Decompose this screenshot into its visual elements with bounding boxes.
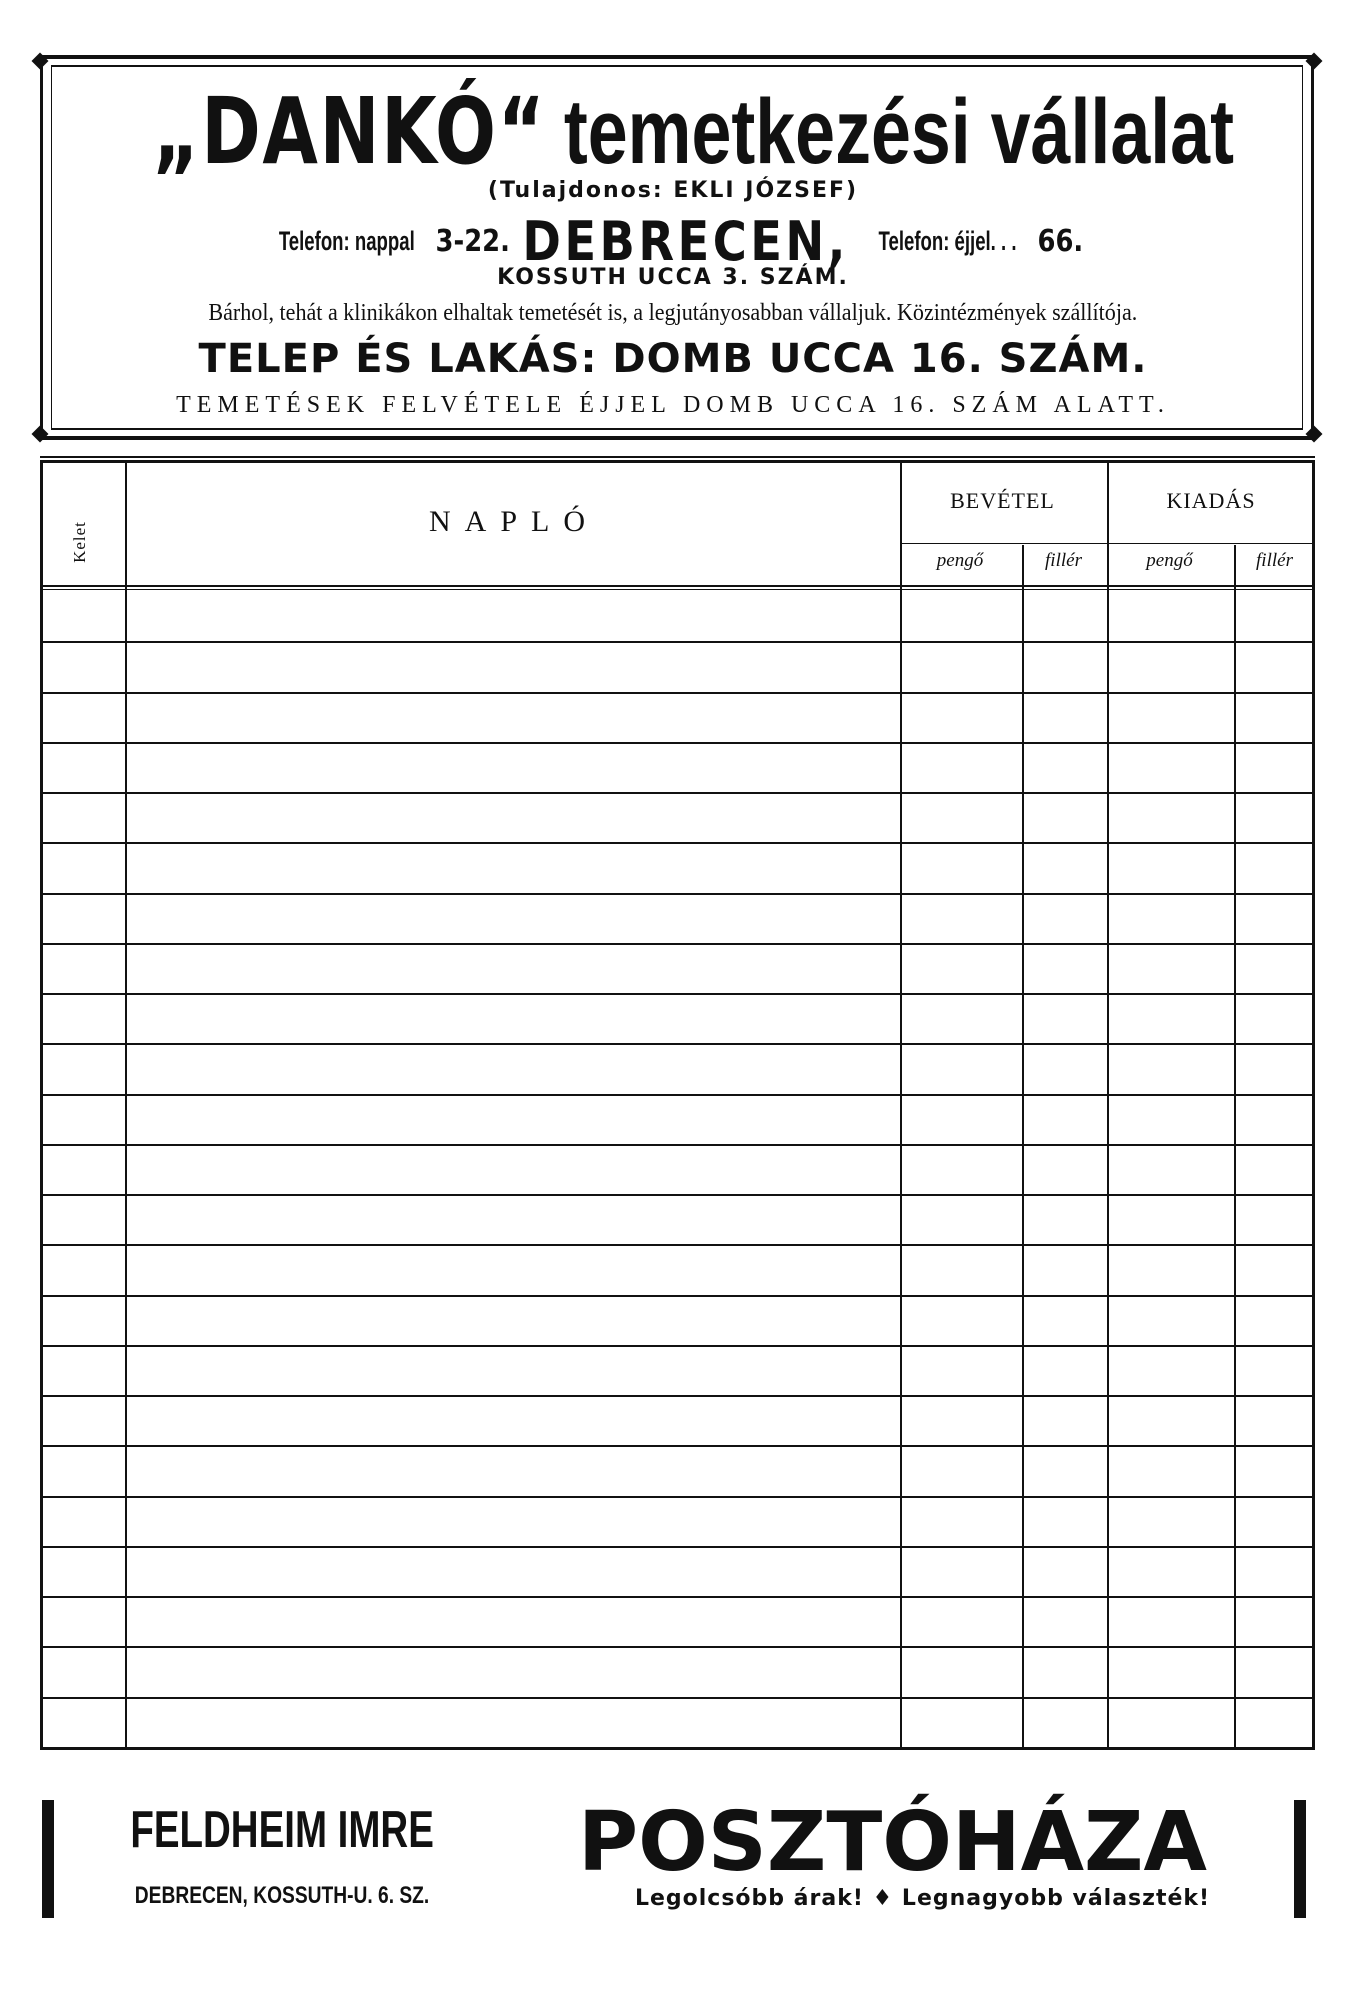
- column-rule: [1022, 545, 1024, 1747]
- column-rule: [125, 463, 127, 1747]
- ledger-row-rule: [43, 1395, 1312, 1397]
- ledger-row-rule: [43, 1646, 1312, 1648]
- shop-tagline: Legolcsóbb árak! ♦ Legnagyobb választék!: [634, 1886, 1211, 1911]
- subheader-rule: [900, 543, 1312, 544]
- ledger-table: [40, 460, 1315, 1750]
- ledger-row-rule: [43, 1496, 1312, 1498]
- shop-name: POSZTÓHÁZA: [578, 1795, 1207, 1890]
- column-rule: [1234, 545, 1236, 1747]
- ledger-row-rule: [43, 1345, 1312, 1347]
- column-header-expense: KIADÁS: [1166, 488, 1256, 513]
- ledger-row-rule: [43, 641, 1312, 643]
- column-header-income: BEVÉTEL: [950, 488, 1055, 513]
- company-address: KOSSUTH UCCA 3. SZÁM.: [497, 265, 849, 290]
- ledger-row-rule: [43, 1697, 1312, 1699]
- column-header-date: Kelet: [70, 521, 89, 563]
- merchant-name: FELDHEIM IMRE: [130, 1801, 434, 1859]
- site-address: TELEP ÉS LAKÁS: DOMB UCCA 16. SZÁM.: [198, 336, 1148, 382]
- merchant-address: DEBRECEN, KOSSUTH-U. 6. SZ.: [134, 1882, 430, 1909]
- owner-line: (Tulajdonos: EKLI JÓZSEF): [487, 178, 859, 203]
- ledger-row-rule: [43, 893, 1312, 895]
- ledger-row-rule: [43, 1295, 1312, 1297]
- ledger-row-rule: [43, 1144, 1312, 1146]
- phone-city-row: [0, 210, 1346, 273]
- phone-night-label: Telefon: éjjel. . .: [878, 226, 1017, 256]
- merchant-address-block: [72, 1882, 492, 1910]
- phone-day-label: Telefon: nappal: [279, 226, 416, 256]
- expense-pengo-header: pengő: [1146, 550, 1193, 571]
- ledger-row-rule: [43, 1596, 1312, 1598]
- ledger-row-rule: [43, 1244, 1312, 1246]
- income-pengo-header: pengő: [936, 550, 984, 571]
- shop-tagline-block: [560, 1886, 1285, 1911]
- ledger-row-rule: [43, 1445, 1312, 1447]
- phone-day-number: 3-22.: [436, 224, 511, 259]
- company-heading: [0, 78, 1346, 185]
- income-filler-header: fillér: [1045, 550, 1082, 571]
- ledger-row-rule: [43, 792, 1312, 794]
- ledger-top-rule: [40, 456, 1315, 458]
- column-rule: [900, 463, 902, 1747]
- ledger-row-rule: [43, 993, 1312, 995]
- service-slogan: [0, 300, 1346, 327]
- ledger-row-rule: [43, 1043, 1312, 1045]
- company-type: temetkezési vállalat: [563, 81, 1234, 183]
- brand-name: „DANKÓ“: [152, 78, 547, 185]
- ledger-row-rule: [43, 742, 1312, 744]
- column-rule: [1107, 463, 1109, 1747]
- ledger-row-rule: [43, 1194, 1312, 1196]
- ledger-row-rule: [43, 1094, 1312, 1096]
- header-rule: [43, 585, 1312, 587]
- city-name: DEBRECEN,: [522, 210, 850, 273]
- footer-left-bar: [42, 1800, 54, 1918]
- ledger-row-rule: [43, 692, 1312, 694]
- footer-right-bar: [1294, 1800, 1306, 1918]
- expense-filler-header: fillér: [1256, 550, 1293, 571]
- merchant-block: [72, 1800, 492, 1860]
- header-rule: [43, 589, 1312, 590]
- column-header-journal: NAPLÓ: [428, 505, 599, 538]
- ledger-row-rule: [43, 842, 1312, 844]
- shop-name-block: [500, 1795, 1285, 1890]
- ledger-row-rule: [43, 1546, 1312, 1548]
- night-service-note: TEMETÉSEK FELVÉTELE ÉJJEL DOMB UCCA 16. SZÁM ALATT.: [176, 392, 1170, 418]
- ledger-row-rule: [43, 943, 1312, 945]
- phone-night-number: 66.: [1037, 224, 1084, 259]
- service-slogan-text: Bárhol, tehát a klinikákon elhaltak temetését is, a legjutányosabban vállaljuk. Közintézmények szállítója.: [208, 300, 1138, 326]
